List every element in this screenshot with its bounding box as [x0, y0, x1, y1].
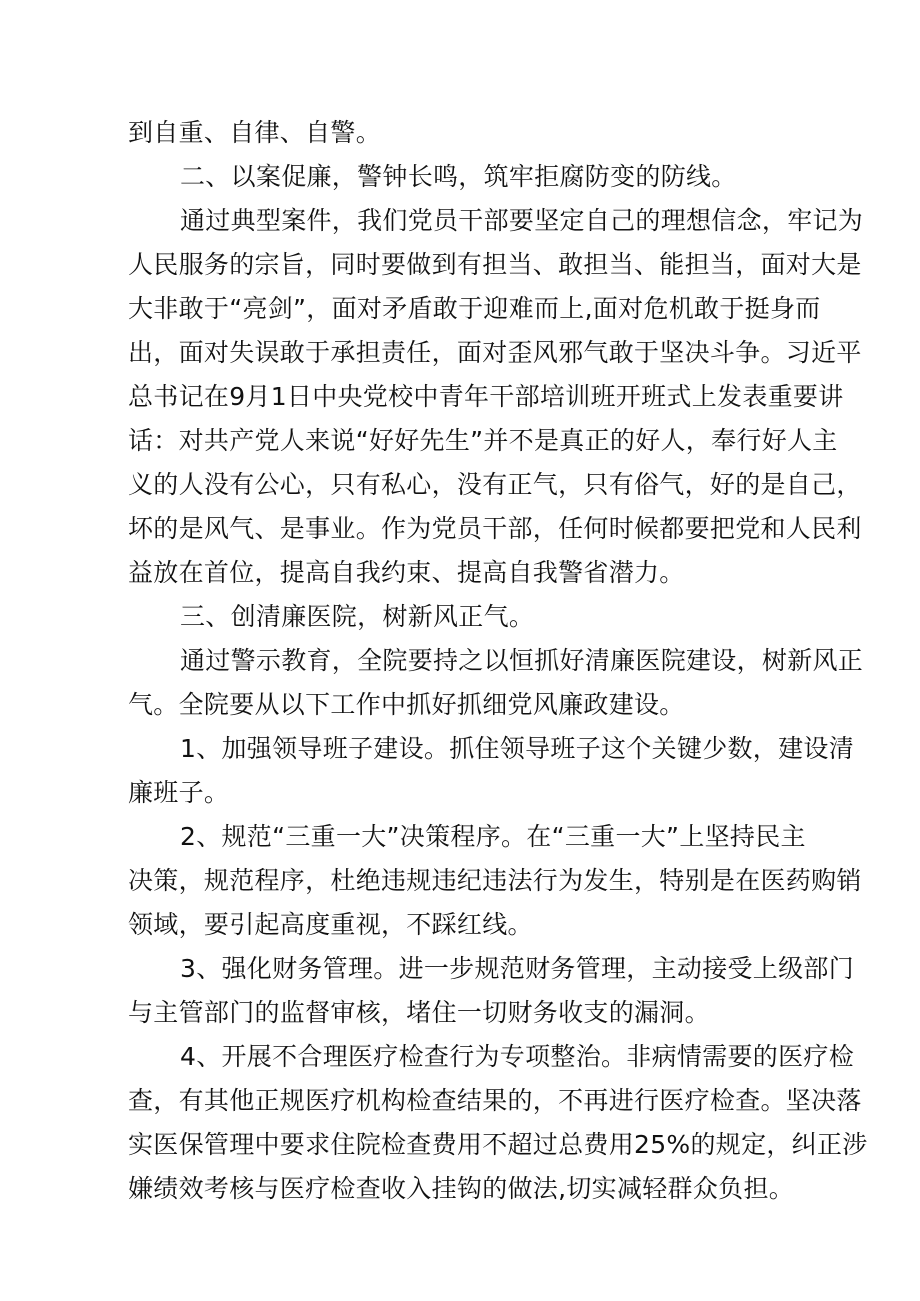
- text-line: 嫌绩效考核与医疗检查收入挂钩的做法,切实减轻群众负担。: [128, 1174, 795, 1203]
- text-line: 与主管部门的监督审核，堵住一切财务收支的漏洞。: [128, 998, 710, 1027]
- text-line: 查，有其他正规医疗机构检查结果的，不再进行医疗检查。坚决落: [128, 1086, 862, 1115]
- text-line: 气。全院要从以下工作中抓好抓细党风廉政建设。: [128, 690, 685, 719]
- text-line: 话：对共产党人来说“好好先生”并不是真正的好人，奉行好人主: [128, 426, 838, 455]
- section-heading-2: 二、以案促廉，警钟长鸣，筑牢拒腐防变的防线。: [180, 162, 737, 191]
- text-line: 通过典型案件，我们党员干部要坚定自己的理想信念，牢记为: [180, 206, 864, 235]
- text-line: 廉班子。: [128, 778, 230, 807]
- list-item-2: 2、规范“三重一大”决策程序。在“三重一大”上坚持民主: [180, 822, 806, 851]
- text-line: 通过警示教育，全院要持之以恒抓好清廉医院建设，树新风正: [180, 646, 864, 675]
- text-line: 义的人没有公心，只有私心，没有正气，只有俗气，好的是自己，: [128, 470, 862, 499]
- list-item-4: 4、开展不合理医疗检查行为专项整治。非病情需要的医疗检: [180, 1042, 855, 1071]
- list-item-1: 1、加强领导班子建设。抓住领导班子这个关键少数，建设清: [180, 734, 855, 763]
- document-body: [128, 111, 868, 1211]
- text-line: 到自重、自律、自警。: [128, 118, 382, 147]
- text-line: 出，面对失误敢于承担责任，面对歪风邪气敢于坚决斗争。习近平: [128, 338, 862, 367]
- list-item-3: 3、强化财务管理。进一步规范财务管理，主动接受上级部门: [180, 954, 855, 983]
- text-line: 实医保管理中要求住院检查费用不超过总费用25%的规定，纠正涉: [128, 1130, 868, 1159]
- section-heading-3: 三、创清廉医院，树新风正气。: [180, 602, 535, 631]
- text-line: 益放在首位，提高自我约束、提高自我警省潜力。: [128, 558, 685, 587]
- text-line: 领域，要引起高度重视，不踩红线。: [128, 910, 533, 939]
- text-line: 坏的是风气、是事业。作为党员干部，任何时候都要把党和人民利: [128, 514, 862, 543]
- text-line: 决策，规范程序，杜绝违规违纪违法行为发生，特别是在医药购销: [128, 866, 862, 895]
- text-line: 大非敢于“亮剑”，面对矛盾敢于迎难而上,面对危机敢于挺身而: [128, 294, 821, 323]
- text-line: 人民服务的宗旨，同时要做到有担当、敢担当、能担当，面对大是: [128, 250, 862, 279]
- text-line: 总书记在9月1日中央党校中青年干部培训班开班式上发表重要讲: [128, 382, 844, 411]
